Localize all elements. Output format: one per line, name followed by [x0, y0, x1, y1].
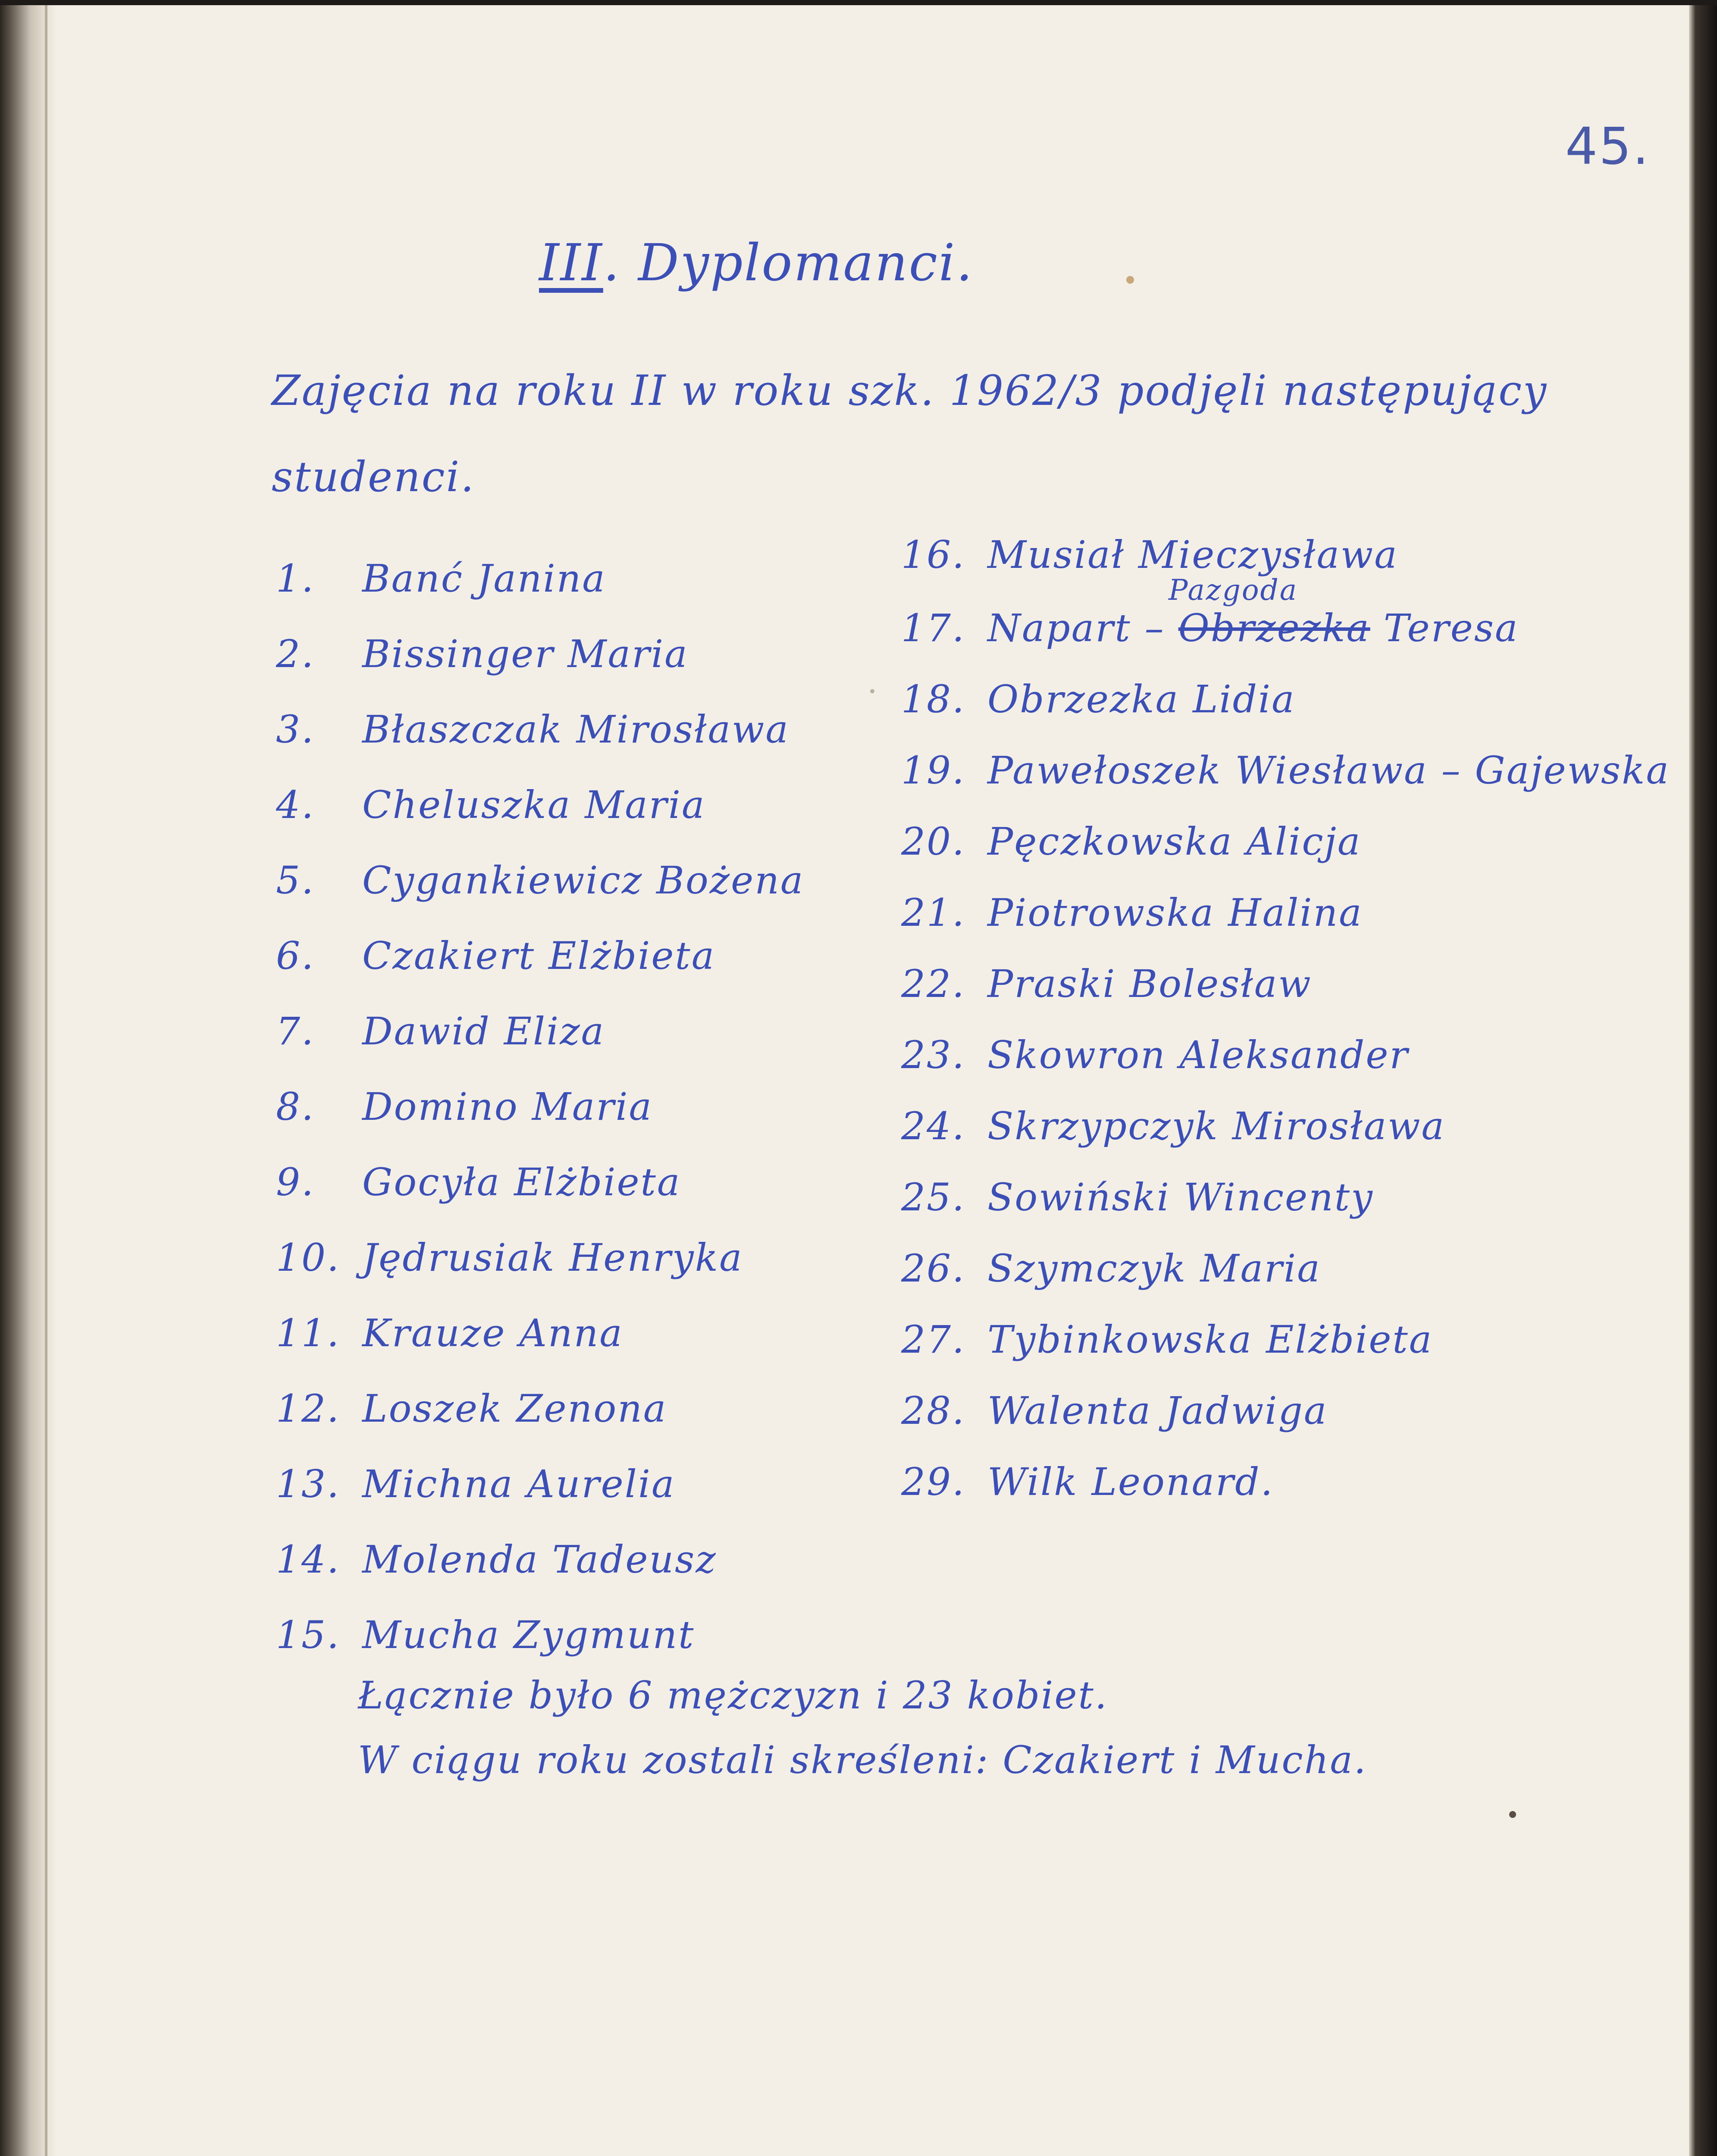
- student-name: Pawełoszek Wiesława – Gajewska: [987, 748, 1670, 793]
- student-name: Krauze Anna: [362, 1311, 624, 1355]
- student-name-part: Napart –: [987, 606, 1165, 650]
- entry-number: 13.: [276, 1462, 340, 1506]
- student-entry-4: [276, 783, 705, 827]
- student-entry-23: [901, 1033, 1409, 1077]
- student-entry-24: [901, 1104, 1445, 1148]
- student-name: Cygankiewicz Bożena: [362, 858, 805, 903]
- binding-fold-line: [45, 0, 47, 2156]
- student-name: Bissinger Maria: [362, 632, 689, 676]
- section-title: [539, 233, 974, 292]
- student-entry-9: [276, 1160, 681, 1204]
- student-entry-2: [276, 632, 689, 676]
- student-entry-21: [901, 890, 1363, 935]
- student-name: Gocyła Elżbieta: [362, 1160, 681, 1204]
- student-name: Piotrowska Halina: [987, 890, 1363, 935]
- student-name: Musiał Mieczysława: [987, 533, 1398, 577]
- paper-speck: [1509, 1811, 1516, 1818]
- student-entry-27: [901, 1317, 1433, 1362]
- student-name: Domino Maria: [362, 1084, 653, 1129]
- entry-number: 28.: [901, 1388, 965, 1433]
- entry-number: 1.: [276, 556, 315, 601]
- entry-number: 18.: [901, 677, 965, 721]
- entry-number: 10.: [276, 1235, 340, 1280]
- page-top-edge: [0, 0, 1717, 5]
- entry-number: 21.: [901, 890, 965, 935]
- student-entry-8: [276, 1084, 653, 1129]
- entry-number: 22.: [901, 962, 965, 1006]
- intro-line-2: studenci.: [272, 453, 475, 501]
- student-name: Banć Janina: [362, 556, 606, 601]
- student-name: Skowron Aleksander: [987, 1033, 1409, 1077]
- student-name: Walenta Jadwiga: [987, 1388, 1328, 1433]
- student-name: Loszek Zenona: [362, 1386, 667, 1431]
- student-name: Obrzezka Lidia: [987, 677, 1296, 721]
- student-name-part: Teresa: [1383, 606, 1519, 650]
- entry-number: 19.: [901, 748, 965, 793]
- student-name: Szymczyk Maria: [987, 1246, 1321, 1291]
- student-name: Pęczkowska Alicja: [987, 819, 1362, 864]
- paper-speck: [870, 689, 874, 693]
- student-entry-17: [901, 606, 1519, 650]
- student-entry-11: [276, 1311, 624, 1355]
- entry-number: 29.: [901, 1460, 965, 1504]
- student-entry-1: [276, 556, 606, 601]
- student-entry-25: [901, 1175, 1374, 1219]
- entry-17-insertion: Pazgoda: [1169, 573, 1298, 607]
- student-entry-29: [901, 1460, 1274, 1504]
- student-entry-20: [901, 819, 1361, 864]
- entry-number: 6.: [276, 934, 315, 978]
- entry-number: 23.: [901, 1033, 965, 1077]
- student-entry-3: [276, 707, 790, 752]
- entry-number: 27.: [901, 1317, 965, 1362]
- student-entry-19: [901, 748, 1670, 793]
- student-entry-22: [901, 962, 1312, 1006]
- entry-number: 17.: [901, 606, 965, 650]
- page-binding-shadow: [0, 0, 56, 2156]
- entry-number: 2.: [276, 632, 315, 676]
- student-name: Michna Aurelia: [362, 1462, 676, 1506]
- section-roman-numeral: III: [539, 233, 603, 292]
- footer-summary-line: Łącznie było 6 mężczyzn i 23 kobiet.: [358, 1673, 1108, 1717]
- entry-number: 16.: [901, 533, 965, 577]
- student-name: Cheluszka Maria: [362, 783, 706, 827]
- intro-line-1: Zajęcia na roku II w roku szk. 1962/3 podjęli następujący: [272, 367, 1548, 415]
- entry-number: 24.: [901, 1104, 965, 1148]
- student-entry-28: [901, 1388, 1328, 1433]
- entry-number: 5.: [276, 858, 315, 903]
- student-entry-26: [901, 1246, 1321, 1291]
- entry-number: 3.: [276, 707, 315, 752]
- student-name: Tybinkowska Elżbieta: [987, 1317, 1433, 1362]
- student-name: Praski Bolesław: [987, 962, 1312, 1006]
- student-name: Czakiert Elżbieta: [362, 934, 716, 978]
- student-name: Wilk Leonard.: [987, 1460, 1274, 1504]
- student-entry-10: [276, 1235, 743, 1280]
- student-name: Jędrusiak Henryka: [362, 1235, 743, 1280]
- student-name: Dawid Eliza: [362, 1009, 605, 1053]
- student-name: Mucha Zygmunt: [362, 1613, 695, 1657]
- entry-number: 7.: [276, 1009, 315, 1053]
- footer-removed-line: W ciągu roku zostali skreśleni: Czakiert i Mucha.: [358, 1738, 1367, 1782]
- student-name: Błaszczak Mirosława: [362, 707, 790, 752]
- entry-number: 11.: [276, 1311, 340, 1355]
- student-name: Skrzypczyk Mirosława: [987, 1104, 1445, 1148]
- student-entry-15: [276, 1613, 695, 1657]
- student-entry-12: [276, 1386, 667, 1431]
- student-name: Molenda Tadeusz: [362, 1537, 717, 1582]
- page-right-edge: [1689, 0, 1717, 2156]
- section-title-text: . Dyplomanci.: [603, 233, 974, 292]
- entry-number: 15.: [276, 1613, 340, 1657]
- entry-number: 12.: [276, 1386, 340, 1431]
- student-entry-16: [901, 533, 1398, 577]
- student-entry-13: [276, 1462, 675, 1506]
- entry-number: 20.: [901, 819, 965, 864]
- entry-number: 8.: [276, 1084, 315, 1129]
- page-number: 45.: [1565, 116, 1650, 176]
- entry-number: 9.: [276, 1160, 315, 1204]
- entry-number: 14.: [276, 1537, 340, 1582]
- entry-number: 25.: [901, 1175, 965, 1219]
- entry-number: 26.: [901, 1246, 965, 1291]
- paper-speck: [1126, 276, 1134, 284]
- student-name: Sowiński Wincenty: [987, 1175, 1374, 1219]
- student-entry-6: [276, 934, 715, 978]
- student-entry-7: [276, 1009, 605, 1053]
- struck-out-name: Obrzezka: [1178, 606, 1370, 650]
- student-entry-18: [901, 677, 1296, 721]
- entry-number: 4.: [276, 783, 315, 827]
- student-entry-14: [276, 1537, 717, 1582]
- student-entry-5: [276, 858, 804, 903]
